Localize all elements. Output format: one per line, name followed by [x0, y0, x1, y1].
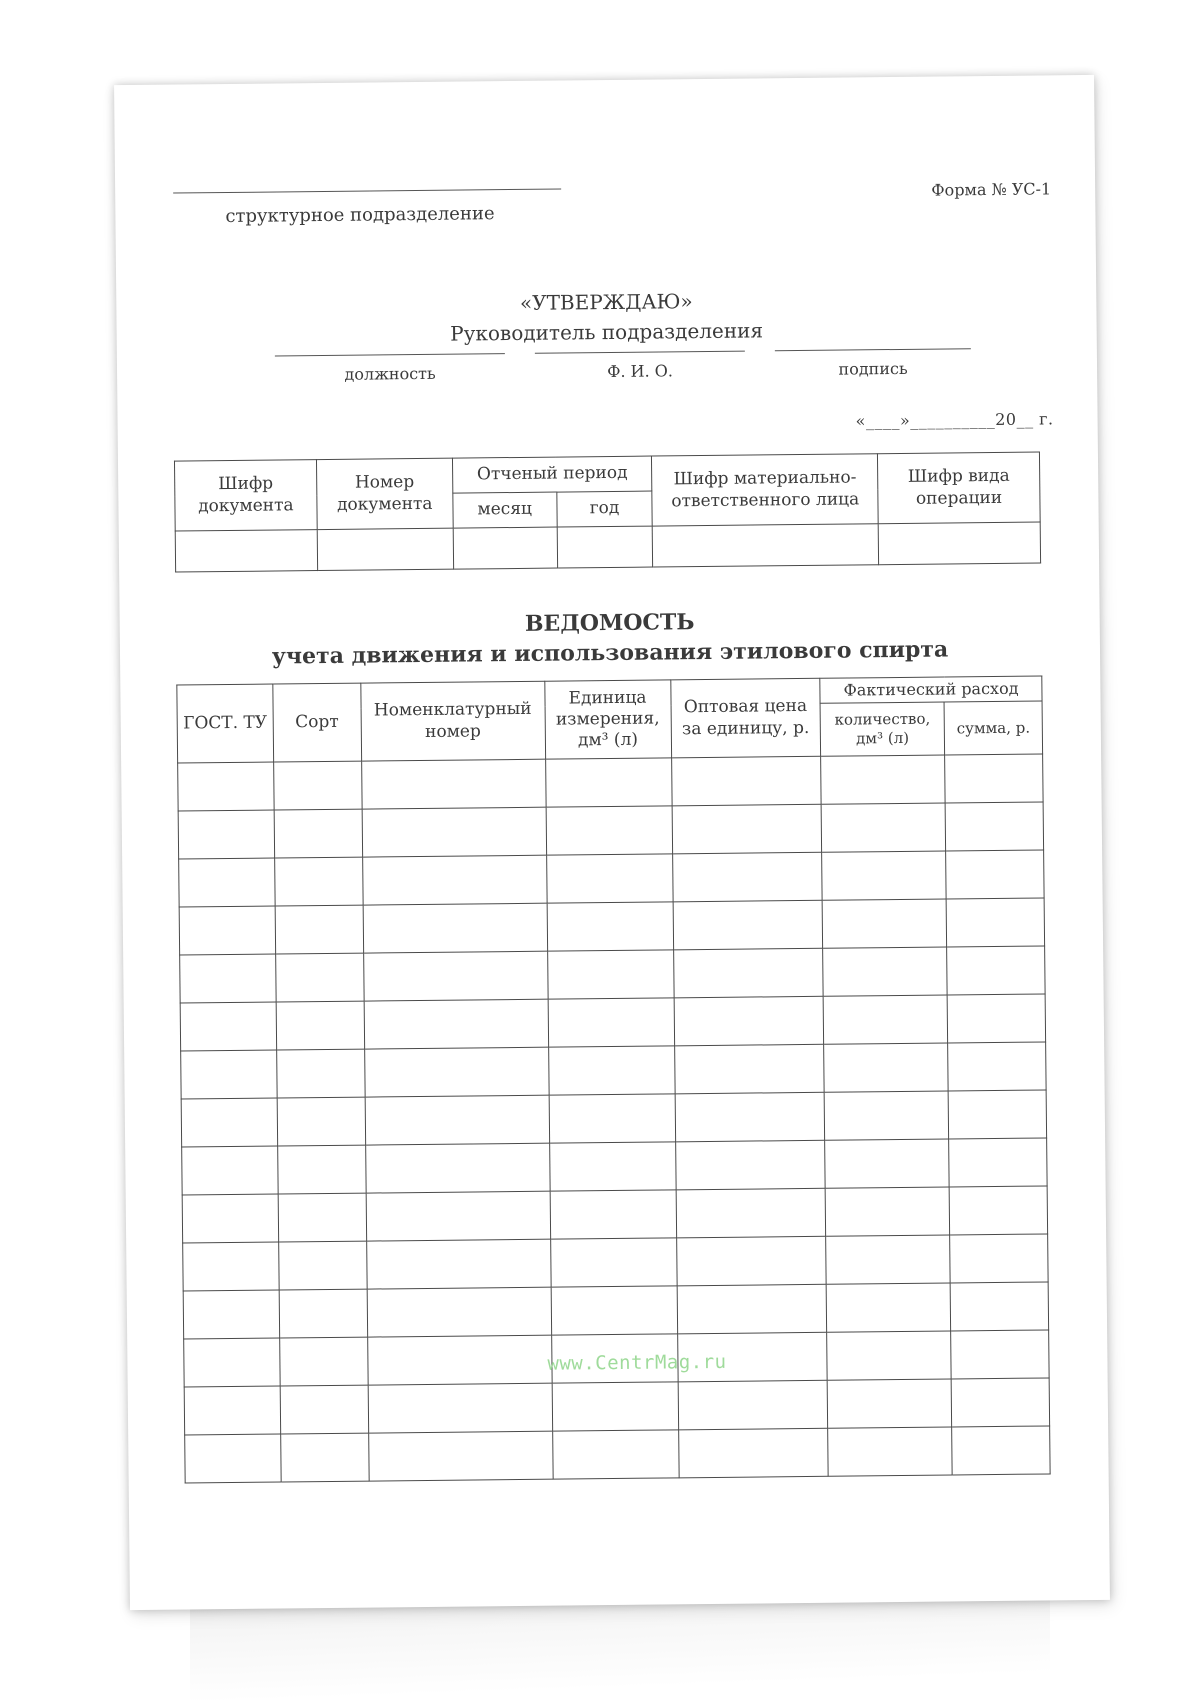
period-header: Отченый период — [452, 456, 652, 493]
table-cell — [367, 1335, 551, 1385]
table-cell — [826, 1283, 950, 1332]
table-cell — [362, 807, 546, 857]
table-cell — [547, 950, 673, 999]
table-cell — [279, 1289, 367, 1338]
table-cell — [368, 1431, 552, 1481]
mro-code-cell — [653, 524, 879, 567]
table-cell — [181, 1050, 277, 1099]
codes-table — [174, 451, 1041, 572]
table-cell — [949, 1186, 1047, 1235]
table-cell — [275, 953, 363, 1002]
table-cell — [678, 1428, 828, 1478]
table-cell — [281, 1433, 369, 1482]
table-cell — [821, 803, 945, 852]
gost-header: ГОСТ. ТУ — [177, 684, 274, 763]
table-cell — [825, 1187, 949, 1236]
table-cell — [278, 1193, 366, 1242]
table-cell — [821, 755, 945, 804]
table-cell — [827, 1331, 951, 1380]
position-label: должность — [344, 363, 436, 384]
table-cell — [180, 1002, 276, 1051]
doc-number-cell — [317, 528, 453, 570]
table-cell — [361, 759, 545, 809]
table-cell — [276, 1001, 364, 1050]
table-cell — [182, 1146, 278, 1195]
table-cell — [826, 1235, 950, 1284]
table-cell — [183, 1290, 279, 1339]
table-cell — [947, 946, 1045, 995]
table-cell — [945, 754, 1043, 803]
position-line — [275, 353, 505, 356]
table-cell — [180, 954, 276, 1003]
table-cell — [274, 857, 362, 906]
table-cell — [362, 855, 546, 905]
table-cell — [181, 1098, 277, 1147]
table-cell — [948, 1090, 1046, 1139]
table-cell — [824, 1091, 948, 1140]
table-cell — [545, 758, 671, 807]
table-cell — [550, 1190, 676, 1239]
table-cell — [675, 1092, 825, 1142]
table-cell — [950, 1282, 1048, 1331]
form-sheet — [114, 75, 1110, 1610]
year-cell — [557, 526, 653, 568]
unit-label: структурное подразделение — [225, 203, 495, 228]
table-cell — [946, 898, 1044, 947]
table-cell — [179, 906, 275, 955]
table-cell — [365, 1143, 549, 1193]
table-row — [185, 1426, 1050, 1483]
watermark: www.CentrMag.ru — [547, 1350, 727, 1375]
table-cell — [178, 762, 274, 811]
unit-header: Единица измерения, дм³ (л) — [544, 680, 671, 759]
table-cell — [275, 905, 363, 954]
approval-title: «УТВЕРЖДАЮ» — [519, 289, 693, 315]
table-cell — [551, 1286, 677, 1335]
table-cell — [673, 948, 823, 998]
table-cell — [273, 761, 361, 810]
name-label: Ф. И. О. — [607, 361, 674, 382]
table-cell — [945, 802, 1043, 851]
table-cell — [827, 1379, 951, 1428]
table-cell — [673, 900, 823, 950]
doc-code-header: Шифр документа — [174, 460, 317, 531]
table-cell — [822, 851, 946, 900]
table-cell — [546, 854, 672, 903]
table-cell — [363, 903, 547, 953]
table-cell — [550, 1238, 676, 1287]
table-cell — [825, 1139, 949, 1188]
quantity-header: количество, дм³ (л) — [820, 702, 944, 756]
codes-input-row — [175, 522, 1040, 572]
form-number: Форма № УС-1 — [931, 179, 1052, 200]
table-cell — [280, 1385, 368, 1434]
table-cell — [672, 852, 822, 902]
table-cell — [183, 1242, 279, 1291]
table-cell — [674, 1044, 824, 1094]
table-cell — [547, 902, 673, 951]
table-cell — [952, 1426, 1050, 1475]
table-cell — [828, 1427, 952, 1476]
table-cell — [367, 1287, 551, 1337]
table-cell — [546, 806, 672, 855]
table-cell — [363, 951, 547, 1001]
table-cell — [947, 994, 1045, 1043]
table-cell — [278, 1145, 366, 1194]
table-cell — [364, 1047, 548, 1097]
month-cell — [453, 527, 557, 569]
table-cell — [823, 995, 947, 1044]
table-cell — [549, 1094, 675, 1143]
operation-code-header: Шифр вида операции — [878, 452, 1041, 524]
table-cell — [279, 1241, 367, 1290]
table-cell — [824, 1043, 948, 1092]
table-cell — [552, 1430, 678, 1479]
table-cell — [179, 858, 275, 907]
table-cell — [674, 996, 824, 1046]
table-cell — [185, 1434, 281, 1483]
table-cell — [951, 1330, 1049, 1379]
sum-header: сумма, р. — [944, 701, 1042, 755]
table-cell — [950, 1234, 1048, 1283]
table-cell — [948, 1042, 1046, 1091]
table-cell — [184, 1386, 280, 1435]
table-cell — [822, 899, 946, 948]
month-header: месяц — [453, 492, 557, 528]
year-header: год — [556, 491, 652, 527]
table-cell — [951, 1378, 1049, 1427]
nomenclature-header: Номенклатурный номер — [360, 681, 545, 761]
operation-code-cell — [878, 522, 1040, 565]
signature-line — [775, 348, 971, 351]
document-title: ВЕДОМОСТЬ — [524, 609, 695, 637]
signature-label: подпись — [838, 358, 908, 379]
table-cell — [368, 1383, 552, 1433]
table-cell — [946, 850, 1044, 899]
table-cell — [364, 999, 548, 1049]
table-cell — [365, 1095, 549, 1145]
table-cell — [366, 1239, 550, 1289]
table-cell — [184, 1338, 280, 1387]
table-cell — [366, 1191, 550, 1241]
table-cell — [549, 1142, 675, 1191]
actual-header: Фактический расход — [820, 676, 1042, 703]
table-cell — [676, 1236, 826, 1286]
table-cell — [552, 1382, 678, 1431]
table-cell — [675, 1140, 825, 1190]
grade-header: Сорт — [273, 683, 362, 762]
table-cell — [677, 1284, 827, 1334]
doc-number-header: Номер документа — [316, 458, 453, 529]
table-cell — [949, 1138, 1047, 1187]
table-cell — [182, 1194, 278, 1243]
table-cell — [274, 809, 362, 858]
table-cell — [671, 756, 821, 806]
table-cell — [178, 810, 274, 859]
date-field: «____»__________20__ г. — [855, 409, 1054, 431]
mro-code-header: Шифр материально-ответственного лица — [652, 454, 878, 526]
table-cell — [678, 1380, 828, 1430]
table-cell — [548, 1046, 674, 1095]
table-cell — [280, 1337, 368, 1386]
price-header: Оптовая цена за единицу, р. — [670, 678, 821, 758]
table-cell — [823, 947, 947, 996]
table-cell — [277, 1097, 365, 1146]
name-line — [535, 351, 745, 354]
unit-line — [173, 188, 561, 193]
table-cell — [672, 804, 822, 854]
doc-code-cell — [175, 530, 317, 572]
document-subtitle: учета движения и использования этилового спирта — [271, 636, 949, 670]
table-cell — [548, 998, 674, 1047]
table-cell — [676, 1188, 826, 1238]
table-cell — [276, 1049, 364, 1098]
approval-subtitle: Руководитель подразделения — [450, 318, 764, 346]
